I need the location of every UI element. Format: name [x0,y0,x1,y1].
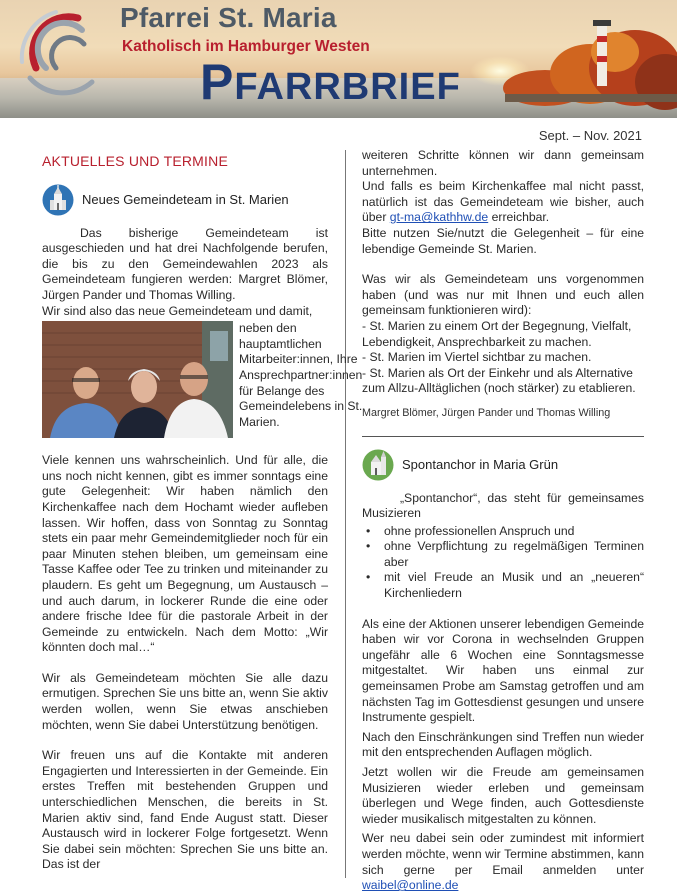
masthead-title [200,54,461,110]
spacer [362,257,644,272]
article-header [362,447,644,483]
paragraph: Das bisherige Gemeindeteam ist ausgeschieden und hat drei Nachfolgende berufen, die bis zu den Gemeindewahlen 2023 als Gemeindeteam fungieren werden: Margret Blömer, Jürgen Pander und Thomas Willing. [42,225,328,302]
right-column [362,148,644,894]
goal-item: - St. Marien zu einem Ort der Begegnung, Vielfalt, Lebendigkeit, Ansprechbarkeit zu machen. [362,318,632,349]
article-header [42,182,328,218]
list-item: • ohne Verpflichtung zu regelmäßigen Terminen aber [362,539,644,570]
left-column [42,148,363,873]
list-item: • mit viel Freude an Musik und an „neueren“ Kirchenliedern [362,570,644,601]
email-link[interactable]: gt-ma@kathhw.de [389,210,489,225]
goal-item: - St. Marien als Ort der Einkehr und als Alternative zum Allzu-Alltäglichen (noch stärker) zu etablieren. [362,365,636,396]
paragraph: Jetzt wollen wir die Freude am gemeinsamen Musizieren wieder erleben und gemeinsam überlegen und Wege finden, auch Gottesdienste wieder musikalisch mitgestalten zu können. [362,765,644,826]
bullet-list [362,524,644,602]
paragraph: weiteren Schritte können wir dann gemeinsam unternehmen. [362,148,644,178]
issue-date: Sept. – Nov. 2021 [538,128,642,143]
paragraph-text: Und falls es beim Kirchenkaffee mal nicht passt, natürlich ist das Gemeindeteam wie bisher, auch über [362,179,644,225]
organization-subtitle: Katholisch im Hamburger Westen [122,38,370,55]
signature: Margret Blömer, Jürgen Pander und Thomas Willing [362,406,611,419]
church-icon [362,449,394,481]
paragraph: Bitte nutzen Sie/nutzt die Gelegenheit – für eine lebendige Gemeinde St. Marien. [362,225,644,256]
paragraph: „Spontanchor“, das steht für gemeinsames Musizieren [362,490,644,521]
photo-side-text: neben den hauptamtlichen Mitarbeiter:innen, Ihre Ansprechpartner:innen für Belange des Gemeindelebens in St. Marien. [239,321,363,429]
paragraph-with-email [362,179,644,226]
spacer [42,733,328,748]
list-item: • ohne professionellen Anspruch und [362,524,644,540]
spacer [362,602,644,617]
paragraph-with-email [362,831,644,893]
church-icon [42,184,74,216]
paragraph: Wir als Gemeindeteam möchten Sie alle dazu ermutigen. Sprechen Sie uns bitte an, wenn Sie aktiv werden wollen, wenn Sie etwas anschieben möchten, wenn Sie dabei Unterstützung benötigen. [42,670,328,732]
spacer [42,656,328,671]
paragraph: Wir freuen uns auf die Kontakte mit anderen Engagierten und Interessierten in der Gemeinde. Ein erstes Treffen mit bestehenden Gruppen und unterschiedlichen Menschen, die bereits in St. Marien aktiv sind, fand Ende August statt. Dieser Austausch wird in lockerer Folge fortgesetzt. Wenn Sie dabei sein möchten: Sprechen Sie uns bitte an. Das ist der [42,748,328,872]
section-divider [362,436,644,437]
paragraph-text: Wer neu dabei sein oder zumindest mit informiert werden möchte, wenn wir Termine abstimmen, kann sich gerne per Email anmelden unter [362,831,644,877]
goal-item: - St. Marien im Viertel sichtbar zu machen. [362,350,592,365]
header-banner [0,0,677,118]
organization-name: Pfarrei St. Maria [120,2,337,33]
photo-with-caption [42,321,363,438]
email-link[interactable]: waibel@online.de [362,878,459,893]
section-heading: AKTUELLES UND TERMINE [42,153,228,169]
parish-logo-icon [16,4,110,90]
masthead-capital: P [200,54,235,110]
paragraph: Nach den Einschränkungen sind Treffen nun wieder mit den entsprechenden Auflagen möglich. [362,729,644,760]
lighthouse-trees-illustration [505,22,677,102]
column-divider [345,150,346,878]
paragraph-text: erreichbar. [491,210,550,225]
paragraph: Was wir als Gemeindeteam uns vorgenommen haben (und was nur mit Ihnen und euch allen gemeinsam funktionieren wird): [362,272,644,318]
paragraph: Viele kennen uns wahrscheinlich. Und für alle, die uns noch nicht kennen, gibt es immer sonntags eine gute Gelegenheit: Wir haben nämlich den Kirchenkaffee nach dem Hochamt wieder aufleben lassen. Wir hoffen, dass von Sonntag zu Sonntag stets ein paar mehr Gemeindemitglieder noch für ein paar Minuten stehen bleiben, um gemeinsam eine Tasse Kaffee oder Tee zu trinken und miteinander zu plaudern. Es geht um Begegnung, um Austausch – und auch darum, in lockerer Runde die eine oder andere frische Idee für die pastorale Arbeit in der Gemeinde zu entwickeln. Nach dem Motto: „Wir könnten doch mal…“ [42,453,328,655]
article-title: Neues Gemeindeteam in St. Marien [82,191,289,207]
masthead-rest: FARRBRIEF [234,66,461,108]
paragraph: Als eine der Aktionen unserer lebendigen Gemeinde haben wir vor Corona in wechselnden Gruppen ungefähr alle 6 Wochen eine Sonntagsmesse mitgestaltet. Wir haben uns einmal zur gemeinsamen Probe am Samstag getroffen und am nächsten Tag im Gottesdienst gesungen und unsere Instrumente gespielt. [362,616,644,725]
spacer [42,438,328,453]
article-title: Spontanchor in Maria Grün [402,456,559,472]
team-photo [42,321,233,438]
paragraph: Wir sind also das neue Gemeindeteam und damit, [42,303,313,318]
